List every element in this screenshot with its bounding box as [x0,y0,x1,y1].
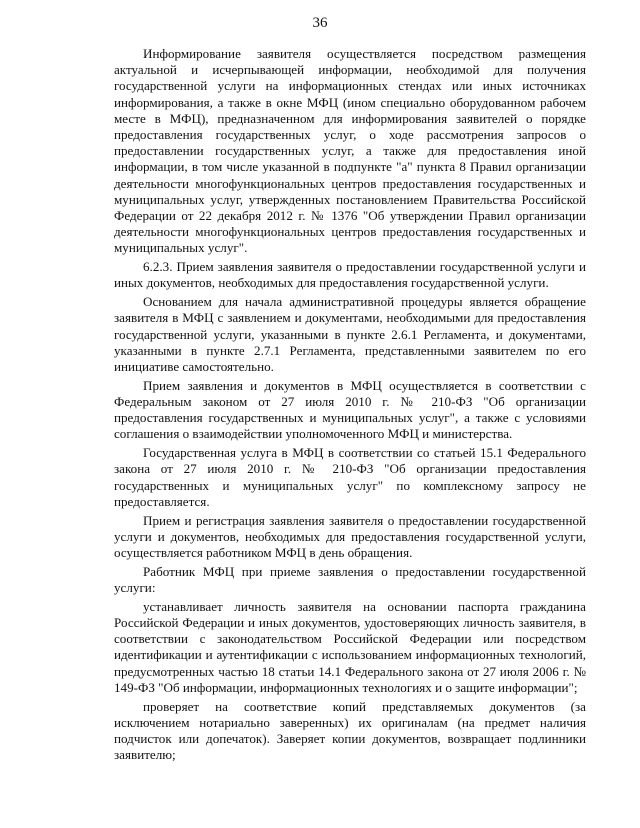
paragraph-registration: Прием и регистрация заявления заявителя о предоставлении государственной услуги и документов, необходимых для предоставления государственной услуги, осуществляется работником МФЦ в день обращения. [114,512,586,561]
paragraph-procedure-basis: Основанием для начала административной процедуры является обращение заявителя в МФЦ с заявлением и документами, необходимыми для предоставления государственной услуги, указанными в пункте 2.6.1 Регламента, и документами, указанными в пункте 2.7.1 Регламента, представленными заявителем по его инициативе самостоятельно. [114,294,586,375]
paragraph-identity-check: устанавливает личность заявителя на основании паспорта гражданина Российской Федерации и иных документов, удостоверяющих личность заявителя, в соответствии с законодательством Российской Федерации или посредством идентификации и аутентификации с использованием информационных технологий, предусмотренных частью 18 статьи 14.1 Федерального закона от 27 июля 2006 г. № 149-ФЗ "Об информации, информационных технологиях и о защите информации"; [114,598,586,695]
page-number: 36 [312,15,328,31]
paragraph-worker-duties: Работник МФЦ при приеме заявления о предоставлении государственной услуги: [114,563,586,596]
paragraph-copies-check: проверяет на соответствие копий представляемых документов (за исключением нотариально заверенных) их оригиналам (на предмет наличия подчисток или допечаток). Заверяет копии документов, возвращает подлинники заявителю; [114,698,586,763]
paragraph-section-6-2-3: 6.2.3. Прием заявления заявителя о предоставлении государственной услуги и иных документов, необходимых для предоставления государственной услуги. [114,259,586,291]
paragraph-complex-request: Государственная услуга в МФЦ в соответствии со статьей 15.1 Федерального закона от 27 июля 2010 г. № 210-ФЗ "Об организации предоставления государственных и муниципальных услуг" по комплексному запросу не предоставляется. [114,445,586,509]
paragraph-reception-law: Прием заявления и документов в МФЦ осуществляется в соответствии с Федеральным законом от 27 июля 2010 г. № 210-ФЗ "Об организации предоставления государственных и муниципальных услуг", а также с условиями соглашения о взаимодействии уполномоченного МФЦ и министерства. [114,377,586,442]
body-text [114,46,586,766]
paragraph-informing: Информирование заявителя осуществляется посредством размещения актуальной и исчерпывающей информации, необходимой для получения государственной услуги на информационных стендах или иных источниках информирования, а также в окне МФЦ (ином специально оборудованном рабочем месте в МФЦ), предназначенном для информирования заявителей о порядке предоставления государственных услуг, о ходе рассмотрения запросов о предоставлении государственных услуг, а также для предоставления иной информации, в том числе указанной в подпункте "а" пункта 8 Правил организации деятельности многофункциональных центров предоставления государственных и муниципальных услуг, утвержденных постановлением Правительства Российской Федерации от 22 декабря 2012 г. № 1376 "Об утверждении Правил организации деятельности многофункциональных центров предоставления государственных и муниципальных услуг". [114,46,586,256]
